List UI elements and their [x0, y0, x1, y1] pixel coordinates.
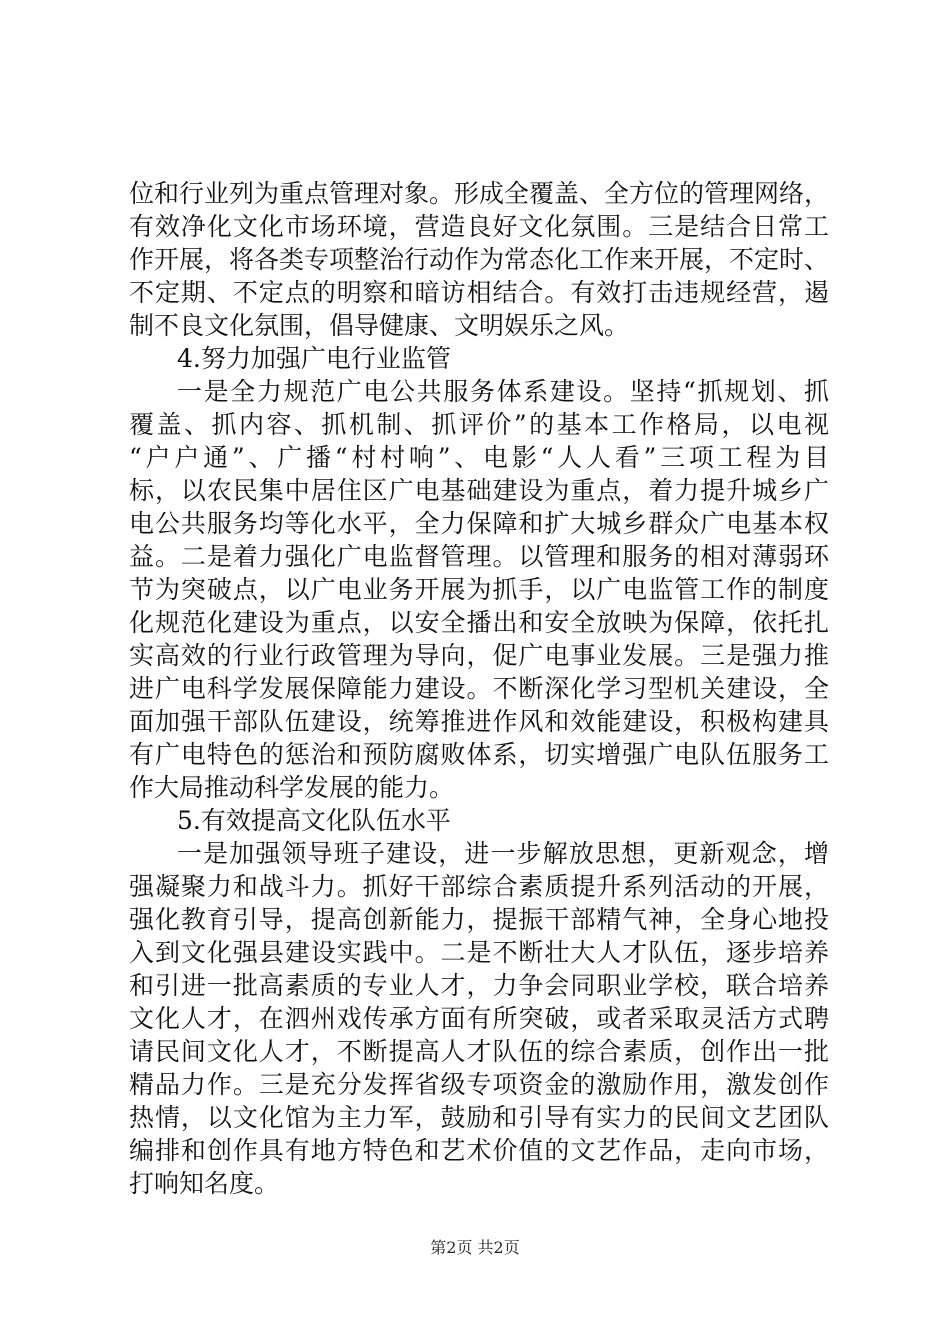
paragraph-line: 节为突破点，以广电业务开展为抓手，以广电监管工作的制度 — [129, 575, 829, 604]
paragraph-line: 一是全力规范广电公共服务体系建设。坚持“抓规划、抓 — [177, 377, 829, 406]
paragraph-line: 有广电特色的惩治和预防腐败体系，切实增强广电队伍服务工 — [129, 740, 829, 769]
paragraph-line: 精品力作。三是充分发挥省级专项资金的激励作用，激发创作 — [129, 1070, 829, 1099]
paragraph-line: 化规范化建设为重点，以安全播出和安全放映为保障，依托扎 — [129, 608, 829, 637]
paragraph-line: 强化教育引导，提高创新能力，提振干部精气神，全身心地投 — [129, 905, 829, 934]
paragraph-line: 制不良文化氛围，倡导健康、文明娱乐之风。 — [129, 311, 630, 340]
paragraph-line: 强凝聚力和战斗力。抓好干部综合素质提升系列活动的开展， — [129, 872, 829, 901]
paragraph-line: 作开展，将各类专项整治行动作为常态化工作来开展，不定时、 — [129, 245, 830, 274]
paragraph-line: 打响知名度。 — [129, 1169, 280, 1198]
paragraph-line: 覆盖、抓内容、抓机制、抓评价”的基本工作格局，以电视 — [129, 410, 829, 439]
paragraph-line: 有效净化文化市场环境，营造良好文化氛围。三是结合日常工 — [129, 212, 829, 241]
section-heading: 5.有效提高文化队伍水平 — [177, 806, 451, 835]
paragraph-line: “户户通”、广播“村村响”、电影“人人看”三项工程为目 — [129, 443, 829, 472]
section-heading: 4.努力加强广电行业监管 — [177, 344, 451, 373]
paragraph-line: 一是加强领导班子建设，进一步解放思想，更新观念，增 — [177, 839, 829, 868]
paragraph-line: 编排和创作具有地方特色和艺术价值的文艺作品，走向市场， — [129, 1136, 829, 1165]
paragraph-line: 和引进一批高素质的专业人才，力争会同职业学校，联合培养 — [129, 971, 829, 1000]
paragraph-line: 作大局推动科学发展的能力。 — [129, 773, 455, 802]
paragraph-line: 实高效的行业行政管理为导向，促广电事业发展。三是强力推 — [129, 641, 829, 670]
paragraph-line: 文化人才，在泗州戏传承方面有所突破，或者采取灵活方式聘 — [129, 1004, 829, 1033]
paragraph-line: 电公共服务均等化水平，全力保障和扩大城乡群众广电基本权 — [129, 509, 829, 538]
paragraph-line: 请民间文化人才，不断提高人才队伍的综合素质，创作出一批 — [129, 1037, 829, 1066]
paragraph-line: 标，以农民集中居住区广电基础建设为重点，着力提升城乡广 — [129, 476, 829, 505]
page-number-footer: 第2页 共2页 — [430, 1238, 520, 1257]
paragraph-line: 进广电科学发展保障能力建设。不断深化学习型机关建设，全 — [129, 674, 829, 703]
paragraph-line: 面加强干部队伍建设，统筹推进作风和效能建设，积极构建具 — [129, 707, 829, 736]
paragraph-line: 益。二是着力强化广电监督管理。以管理和服务的相对薄弱环 — [129, 542, 829, 571]
paragraph-line: 位和行业列为重点管理对象。形成全覆盖、全方位的管理网络， — [129, 179, 830, 208]
paragraph-line: 热情，以文化馆为主力军，鼓励和引导有实力的民间文艺团队 — [129, 1103, 829, 1132]
paragraph-line: 入到文化强县建设实践中。二是不断壮大人才队伍，逐步培养 — [129, 938, 829, 967]
paragraph-line: 不定期、不定点的明察和暗访相结合。有效打击违规经营，遏 — [129, 278, 829, 307]
